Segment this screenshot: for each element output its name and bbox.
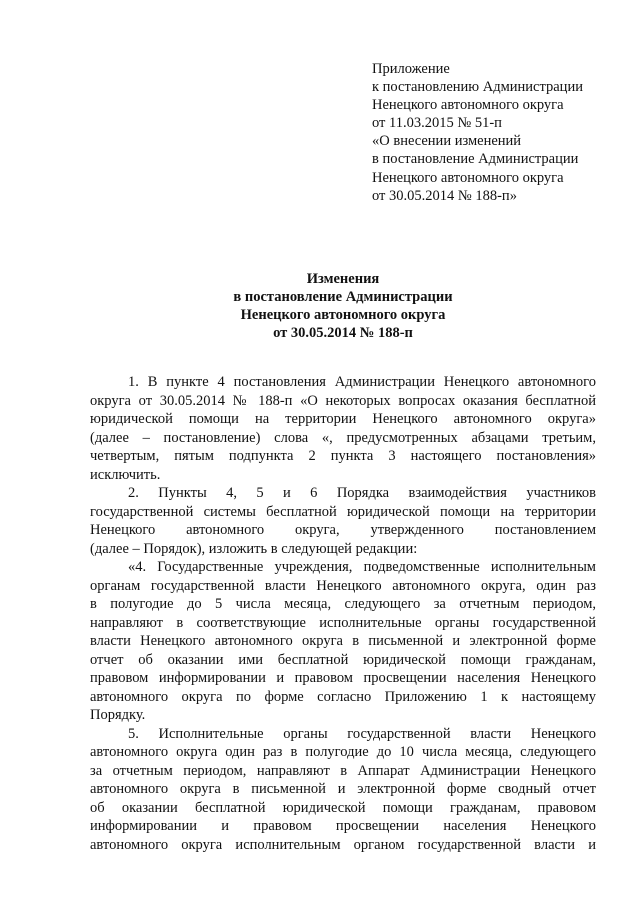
body-line: органам государственной власти Ненецкого автономного округа, один раз [90, 577, 596, 594]
annex-line: в постановление Администрации [372, 151, 579, 168]
body-line: Порядку. [90, 707, 146, 723]
body-line: четвертым, пятым подпункта 2 пункта 3 настоящего постановления» [90, 448, 596, 464]
document-title [90, 270, 596, 342]
annex-line: к постановлению Администрации [372, 79, 583, 96]
body-line: автономного округа в письменной и электронной форме сводный отчет [90, 781, 596, 797]
annex-line: Ненецкого автономного округа [372, 97, 564, 114]
annex-line: Приложение [372, 61, 450, 77]
document-body [90, 373, 596, 854]
body-line: (далее – Порядок), изложить в следующей редакции: [90, 540, 418, 557]
title-line: Ненецкого автономного округа [240, 307, 446, 323]
body-line: за отчетным периодом, направляют в Аппарат Администрации Ненецкого [90, 762, 596, 779]
annex-block [372, 60, 622, 205]
title-line: Изменения [306, 271, 380, 287]
annex-line: от 30.05.2014 № 188-п» [372, 187, 517, 204]
body-line: государственной системы бесплатной юридической помощи на территории [90, 503, 596, 520]
body-line: в полугодие до 5 числа месяца, следующего за отчетным периодом, [90, 596, 596, 612]
body-line: информировании и правовом просвещении населения Ненецкого [90, 818, 596, 834]
body-line: автономного округа по форме согласно Приложению 1 к настоящему [90, 688, 596, 705]
annex-line: «О внесении изменений [372, 133, 522, 150]
body-line: отчет об оказании ими бесплатной юридической помощи гражданам, [90, 651, 596, 668]
body-line: 5. Исполнительные органы государственной власти Ненецкого [128, 725, 596, 742]
body-line: округа от 30.05.2014 № 188-п «О некоторых вопросах оказания бесплатной [90, 392, 596, 409]
body-line: об оказании бесплатной юридической помощи гражданам, правовом [90, 799, 596, 816]
body-line: направляют в соответствующие исполнительные органы государственной [90, 614, 596, 631]
title-line: в постановление Администрации [233, 289, 453, 305]
annex-line: Ненецкого автономного округа [372, 169, 564, 186]
body-line: 1. В пункте 4 постановления Администрации Ненецкого автономного [128, 374, 596, 390]
body-line: власти Ненецкого автономного округа в письменной и электронной форме [90, 633, 596, 649]
body-line: автономного округа исполнительным органом государственной власти и [90, 836, 596, 853]
body-line: «4. Государственные учреждения, подведомственные исполнительным [128, 559, 596, 575]
annex-line: от 11.03.2015 № 51-п [372, 115, 502, 132]
body-line: юридической помощи на территории Ненецкого автономного округа» [90, 411, 596, 427]
body-line: (далее – постановление) слова «, предусмотренных абзацами третьим, [90, 429, 596, 446]
body-line: правовом информировании и правовом просвещении населения Ненецкого [90, 670, 596, 686]
title-line: от 30.05.2014 № 188-п [273, 325, 413, 341]
body-line: автономного округа один раз в полугодие до 10 числа месяца, следующего [90, 744, 596, 760]
body-line: Ненецкого автономного округа, утвержденного постановлением [90, 522, 596, 538]
body-line: 2. Пункты 4, 5 и 6 Порядка взаимодействия участников [128, 485, 596, 501]
body-line: исключить. [90, 466, 161, 483]
